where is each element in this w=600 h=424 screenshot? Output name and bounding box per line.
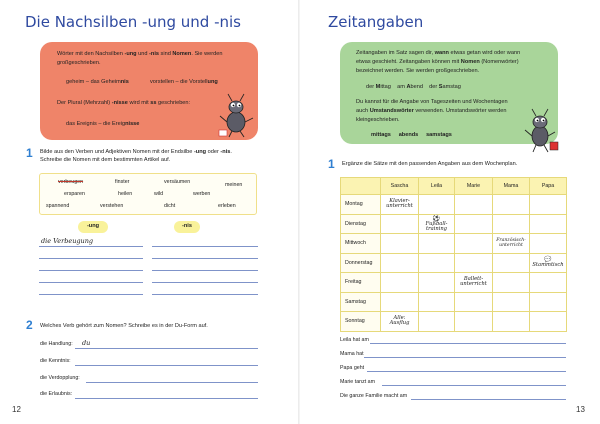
column-header: Marie — [455, 178, 493, 195]
schedule-cell — [419, 312, 455, 332]
answer-line[interactable] — [39, 270, 143, 271]
rule-text-line4: Du kannst für die Angabe von Tageszeiten und Wochentagen — [356, 99, 508, 105]
answer-line[interactable] — [39, 294, 143, 295]
noun-label: die Handlung: — [40, 341, 73, 347]
table-row — [341, 234, 567, 254]
sentence-start: Marie tanzt am — [340, 379, 376, 385]
column-header: Mama — [493, 178, 530, 195]
word-item: versäumen — [164, 179, 191, 185]
answer-line[interactable] — [364, 357, 566, 358]
answer-line[interactable] — [39, 246, 143, 247]
answer-line[interactable] — [152, 258, 258, 259]
schedule-cell — [381, 253, 419, 273]
schedule-cell — [381, 195, 419, 215]
schedule-cell — [381, 234, 419, 254]
schedule-cell — [493, 214, 530, 234]
noun-label: die Erlaubnis: — [40, 391, 73, 397]
schedule-cell — [455, 195, 493, 215]
schedule-cell — [493, 195, 530, 215]
day-label: Freitag — [341, 273, 381, 293]
exercise-number: 1 — [328, 157, 335, 171]
schedule-cell — [455, 292, 493, 312]
word-item: dicht — [164, 203, 176, 209]
answer-line[interactable] — [382, 385, 566, 386]
schedule-cell — [455, 234, 493, 254]
answer-line[interactable] — [367, 371, 566, 372]
rule-text-line3: bezeichnet werden. Sie werden großgeschrieben. — [356, 68, 480, 74]
rule-text-line2: großgeschrieben. — [57, 60, 101, 66]
table-row — [341, 312, 567, 332]
answer-line[interactable] — [152, 294, 258, 295]
rule-text-line3: Der Plural (Mehrzahl) -nisse wird mit ss geschrieben: — [57, 100, 191, 106]
table-row — [341, 292, 567, 312]
rule-example-nouns: der Mittag am Abend der Samstag — [366, 84, 461, 90]
schedule-entry: Französisch- unterricht — [496, 238, 526, 249]
answer-line[interactable] — [152, 270, 258, 271]
schedule-cell — [530, 292, 567, 312]
schedule-cell — [419, 234, 455, 254]
schedule-cell — [493, 234, 530, 254]
bug-mascot-illustration — [522, 108, 560, 154]
day-label: Mittwoch — [341, 234, 381, 254]
answer-line[interactable] — [39, 282, 143, 283]
example-answer: die Verbeugung — [41, 237, 94, 245]
rule-example-adverbs: mittags abends samstags — [371, 132, 452, 138]
page-number: 13 — [576, 405, 585, 414]
day-label: Sonntag — [341, 312, 381, 332]
column-label-nis: -nis — [174, 221, 200, 233]
column-header: Papa — [530, 178, 567, 195]
page-title: Die Nachsilben -ung und -nis — [25, 13, 241, 31]
sentence-start: Leila hat am — [340, 337, 369, 343]
schedule-cell — [381, 214, 419, 234]
schedule-cell — [530, 195, 567, 215]
word-item: verstehen — [100, 203, 124, 209]
schedule-cell — [381, 273, 419, 293]
answer-line[interactable] — [152, 246, 258, 247]
schedule-cell — [530, 234, 567, 254]
schedule-cell — [419, 253, 455, 273]
column-header: Sascha — [381, 178, 419, 195]
word-item: finster — [115, 179, 130, 185]
answer-line[interactable] — [152, 282, 258, 283]
rule-text-line5: auch Umstandswörter verwenden. Umstandswörter werden — [356, 108, 507, 114]
day-label: Samstag — [341, 292, 381, 312]
schedule-cell — [455, 214, 493, 234]
schedule-entry: Fußball- training — [425, 220, 448, 233]
day-label: Donnerstag — [341, 253, 381, 273]
answer-line[interactable] — [39, 258, 143, 259]
exercise-instruction: Welches Verb gehört zum Nomen? Schreibe es in der Du-Form auf. — [40, 323, 208, 329]
schedule-cell — [419, 195, 455, 215]
word-item: erleben — [218, 203, 236, 209]
table-row — [341, 253, 567, 273]
schedule-cell — [530, 253, 567, 273]
sentence-start: Mama hat — [340, 351, 364, 357]
football-icon: ⚽ — [432, 215, 441, 222]
exercise-number: 1 — [26, 146, 33, 160]
answer-line[interactable] — [86, 382, 258, 383]
exercise-instruction: Bilde aus den Verben und Adjektiven Nomen mit der Endsilbe -ung oder -nis. Schreibe die Nomen mit dem bestimmten Artikel auf. — [40, 149, 232, 164]
schedule-cell — [455, 273, 493, 293]
page-number: 12 — [12, 405, 21, 414]
noun-label: die Verdopplung: — [40, 375, 80, 381]
column-header: Leila — [419, 178, 455, 195]
word-box — [39, 173, 257, 215]
rule-example-1: geheim – das Geheimnis — [66, 79, 129, 85]
speech-bubble-icon: 💬 — [544, 257, 552, 264]
schedule-cell — [493, 273, 530, 293]
answer-line[interactable] — [75, 398, 258, 399]
schedule-cell — [530, 214, 567, 234]
page-title: Zeitangaben — [328, 13, 424, 31]
schedule-entry: Ballett- unterricht — [460, 275, 487, 288]
sentence-start: Papa geht — [340, 365, 365, 371]
schedule-cell — [530, 273, 567, 293]
schedule-cell — [419, 273, 455, 293]
schedule-cell — [493, 292, 530, 312]
schedule-entry: Klavier- unterricht — [386, 197, 413, 210]
rule-box — [40, 42, 258, 140]
schedule-cell — [455, 253, 493, 273]
word-item: werben — [193, 191, 211, 197]
schedule-entry: Alle: Ausflug — [389, 314, 410, 327]
word-item: ersparen — [64, 191, 85, 197]
rule-example-3: das Ereignis – die Ereignisse — [66, 121, 140, 127]
word-item: heilen — [118, 191, 133, 197]
schedule-cell — [419, 292, 455, 312]
sentence-start: Die ganze Familie macht am — [340, 393, 408, 399]
schedule-entry: Stammtisch — [532, 262, 564, 269]
exercise-number: 2 — [26, 318, 33, 332]
schedule-cell — [493, 312, 530, 332]
word-item: spannend — [46, 203, 70, 209]
exercise-instruction: Ergänze die Sätze mit den passenden Angaben aus dem Wochenplan. — [342, 161, 518, 167]
schedule-cell — [455, 312, 493, 332]
schedule-cell — [381, 292, 419, 312]
noun-label: die Kenntnis: — [40, 358, 71, 364]
rule-text-line1: Zeitangaben im Satz sagen dir, wann etwas getan wird oder wann — [356, 50, 521, 56]
day-label: Dienstag — [341, 214, 381, 234]
handwritten-answer: du — [82, 339, 91, 347]
schedule-cell — [493, 253, 530, 273]
day-label: Montag — [341, 195, 381, 215]
schedule-cell — [530, 312, 567, 332]
table-row — [341, 214, 567, 234]
rule-text-line2: etwas geschieht. Zeitangaben können mit Nomen (Nomenwörter) — [356, 59, 519, 65]
schedule-cell — [381, 312, 419, 332]
table-row — [341, 195, 567, 215]
table-header-row — [341, 178, 567, 195]
right-page — [300, 0, 600, 424]
schedule-cell — [419, 214, 455, 234]
bug-mascot-illustration — [216, 92, 258, 138]
word-item: meinen — [225, 182, 243, 188]
rule-text-line6: kleingeschrieben. — [356, 117, 400, 123]
table-row — [341, 273, 567, 293]
rule-text-line1: Wörter mit den Nachsilben -ung und -nis sind Nomen. Sie werden — [57, 51, 223, 57]
word-item: wild — [154, 191, 164, 197]
column-label-ung: -ung — [78, 221, 108, 233]
weekly-schedule-table — [340, 177, 567, 332]
answer-line[interactable] — [370, 343, 566, 344]
rule-example-2: vorstellen – die Vorstellung — [150, 79, 218, 85]
answer-line[interactable] — [75, 365, 258, 366]
answer-line[interactable] — [411, 399, 566, 400]
answer-line[interactable] — [75, 348, 258, 349]
table-corner-cell — [341, 178, 381, 195]
word-item: verbeugen — [58, 179, 84, 185]
